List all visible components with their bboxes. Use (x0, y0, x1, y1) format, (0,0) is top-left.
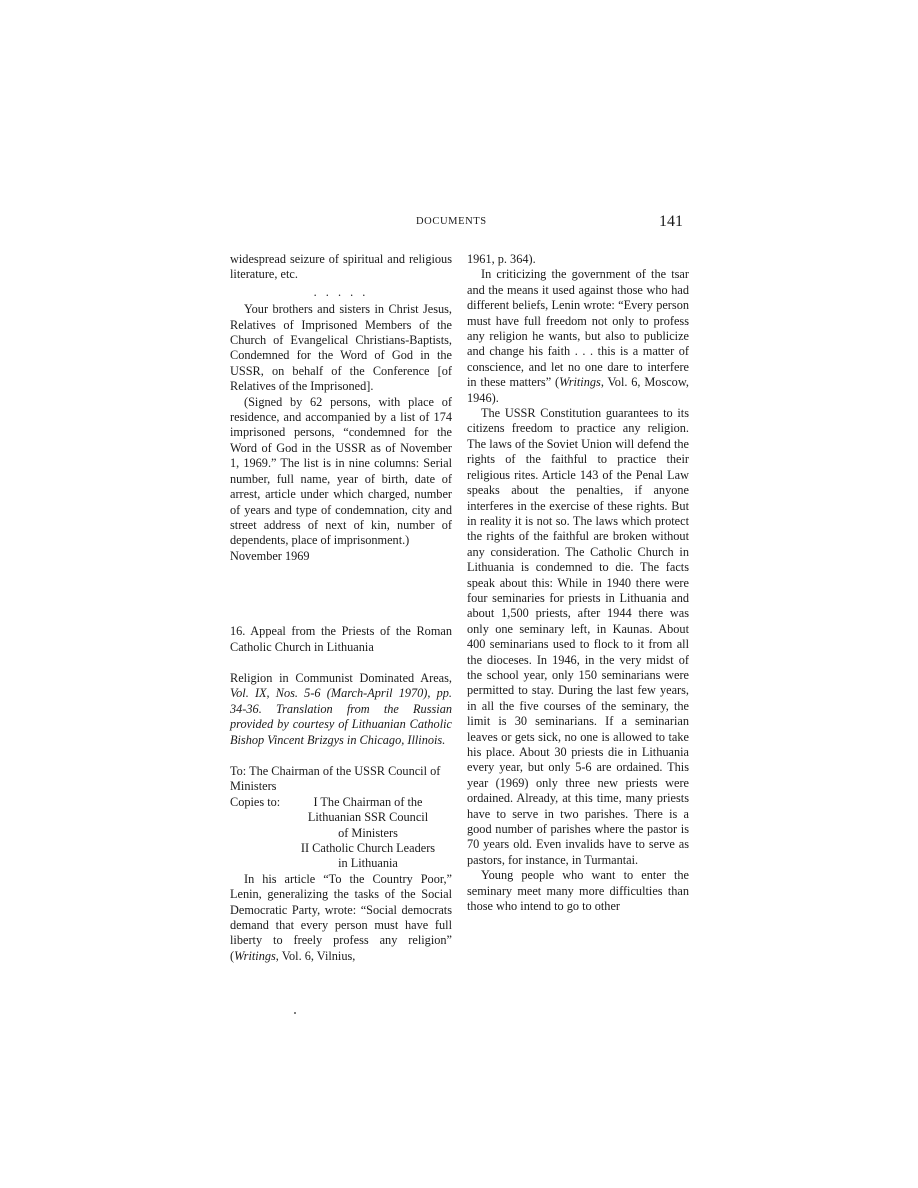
copies-item: II Catholic Church Leaders (300, 841, 436, 855)
text-run: , Vol. 6, Moscow, 1946). (467, 375, 689, 405)
to-line: To: The Chairman of the USSR Council of Ministers (230, 763, 441, 794)
source-citation (230, 671, 452, 748)
text-run: In his article “To the Country Poor,” Lenin, generalizing the tasks of the Social Democratic Party, wrote: “Social democrats demand that every person must have full liberty to freely profess any religion” ( (230, 871, 452, 963)
paragraph (467, 267, 689, 406)
paragraph: Your brothers and sisters in Christ Jesus, Relatives of Imprisoned Members of the Church of Evangelical Christians-Baptists, Condemned for the Word of God in the USSR, on behalf of the Conference [of Relatives of the Imprisoned]. (230, 302, 452, 394)
copies-item: Lithuanian SSR Council (307, 810, 429, 825)
copies-block (230, 795, 452, 872)
italic-run: Writings (559, 375, 601, 390)
left-column (230, 252, 452, 964)
speck-mark (294, 1012, 296, 1014)
source-plain: Religion in Communist Dominated Areas, (230, 670, 452, 685)
text-run: In criticizing the government of the tsar and the means it used against those who had different beliefs, Lenin wrote: “Every person must have full freedom not only to profess any religion he wants, but also to publicize and change his faith . . . this is a matter of conscience, and let no one dare to interfere in these matters” ( (467, 267, 689, 390)
page-header (230, 213, 685, 233)
ellipsis-separator: . . . . . (313, 284, 369, 299)
source-italic: Vol. IX, Nos. 5-6 (March-April 1970), pp. 34-36. Translation from the Russian provided by courtesy of Lithuanian Catholic Bishop Vincent Brizgys in Chicago, Illinois. (230, 686, 452, 747)
paragraph: (Signed by 62 persons, with place of residence, and accompanied by a list of 174 imprisoned persons, “condemned for the Word of God in the USSR as of November 1, 1969.” The list is in nine columns: Serial number, full name, year of birth, date of arrest, article under which charged, number of years and type of condemnation, city and street address of next of kin, number of dependents, place of imprisonment.) (230, 394, 452, 548)
paragraph (230, 872, 452, 964)
copies-label: Copies to: (230, 794, 281, 809)
paragraph: widespread seizure of spiritual and religious literature, etc. (230, 252, 452, 282)
copies-item: of Ministers (338, 825, 398, 840)
paragraph: 1961, p. 364). (467, 252, 536, 266)
running-head: DOCUMENTS (416, 216, 487, 227)
copies-item: I The Chairman of the (313, 794, 423, 809)
text-run: , Vol. 6, Vilnius, (275, 948, 356, 963)
date-line: November 1969 (230, 548, 310, 563)
right-column (467, 252, 689, 914)
page-number: 141 (659, 213, 683, 230)
paragraph: The USSR Constitution guarantees to its citizens freedom to practice any religion. The laws of the Soviet Union will defend the rights of the faithful to practice their religious rites. Article 143 of the Penal Law speaks about the penalties, if anyone interferes in the exercise of these rights. But in reality it is not so. The laws which protect the rights of the faithful are broken without any consideration. The Catholic Church in Lithuania is condemned to die. The facts speak about this: While in 1940 there were four seminaries for priests in Lithuania and about 1,500 priests, after 1944 there was only one seminary left, in Kaunas. About 400 seminarians used to flock to it from all the dioceses. In 1946, in the very midst of the school year, only 150 seminarians were permitted to stay. During the last few years, in all the five courses of the seminary, the limit is 30 seminarians. If a seminarian leaves or gets sick, no one is allowed to take his place. About 30 priests die in Lithuania every year, but only 5-6 are ordained. This year (1969) only three new priests were ordained. Already, at this time, many priests have to serve in two parishes. There is a good number of parishes where the pastor is 70 years old. Even invalids have to serve as pastors, for instance, in Turmantai. (467, 406, 689, 867)
italic-run: Writings (234, 948, 276, 963)
copies-item: in Lithuania (338, 856, 398, 871)
paragraph: Young people who want to enter the seminary meet many more difficulties than those who intend to go to other (467, 868, 689, 914)
section-heading: 16. Appeal from the Priests of the Roman Catholic Church in Lithuania (230, 624, 452, 654)
